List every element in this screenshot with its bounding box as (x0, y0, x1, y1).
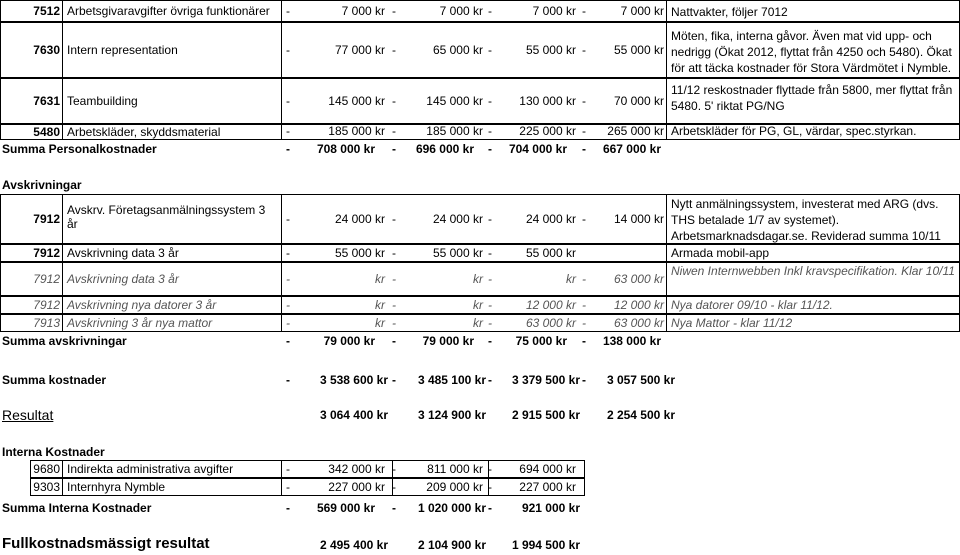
value-dash: - (286, 501, 290, 515)
value-dash: - (488, 462, 492, 476)
value-dash: - (286, 124, 290, 138)
total-label: Summa kostnader (2, 373, 107, 387)
value-cell: kr (473, 316, 483, 330)
column-divider (281, 22, 282, 78)
value-cell: 12 000 kr (613, 298, 664, 312)
note: 11/12 reskostnader flyttade från 5800, mer flyttat från 5480. 5' riktat PG/NG (671, 83, 953, 113)
value-dash: - (392, 43, 396, 57)
column-divider (62, 296, 63, 314)
value-dash: - (488, 4, 492, 18)
account-name: Avskrivning data 3 år (67, 272, 179, 286)
note: Arbetskläder för PG, GL, värdar, spec.styrkan. (671, 124, 917, 138)
value-cell: 138 000 kr (602, 334, 661, 348)
value-dash: - (488, 142, 492, 156)
value-cell: 7 000 kr (341, 4, 385, 18)
value-cell: 2 104 900 kr (417, 538, 486, 552)
value-cell: 63 000 kr (613, 272, 664, 286)
value-dash: - (488, 94, 492, 108)
value-dash: - (392, 373, 396, 387)
value-cell: 3 379 500 kr (511, 373, 580, 387)
value-dash: - (488, 373, 492, 387)
value-dash: - (488, 43, 492, 57)
value-dash: - (286, 246, 290, 260)
value-dash: - (286, 142, 290, 156)
value-cell: 185 000 kr (328, 124, 385, 138)
column-divider (62, 314, 63, 332)
column-divider (281, 478, 282, 496)
column-divider (666, 194, 667, 244)
column-divider (62, 22, 63, 78)
column-divider (62, 262, 63, 296)
value-dash: - (286, 272, 290, 286)
note: Möten, fika, interna gåvor. Även mat vid upp- och nedrigg (Ökat 2012, flyttat från 4250 och 5480). Ökat för att täcka kostnader för Stora Värdmötet i Nymble. (671, 29, 952, 75)
value-cell: 227 000 kr (328, 480, 385, 494)
final-result-label: Fullkostnadsmässigt resultat (2, 535, 210, 552)
column-divider (62, 460, 63, 478)
account-name: Avskrivning nya datorer 3 år (67, 298, 217, 312)
value-dash: - (392, 4, 396, 18)
note: Nya Mattor - klar 11/12 (671, 316, 793, 330)
value-cell: 3 538 600 kr (319, 373, 388, 387)
value-cell: 79 000 kr (422, 334, 474, 348)
note: Armada mobil-app (671, 246, 770, 260)
value-dash: - (392, 334, 396, 348)
value-cell: 694 000 kr (519, 462, 576, 476)
note: Niwen Internwebben Inkl kravspecifikation. Klar 10/11 (671, 264, 955, 278)
column-divider (666, 262, 667, 296)
account-code: 9303 (33, 480, 60, 494)
subtotal-label: Summa avskrivningar (2, 334, 127, 348)
value-dash: - (488, 124, 492, 138)
subtotal-label: Summa Interna Kostnader (2, 501, 152, 515)
value-dash: - (392, 272, 396, 286)
value-dash: - (582, 94, 586, 108)
account-code: 7913 (33, 316, 60, 330)
value-cell: 2 495 400 kr (319, 538, 388, 552)
section-title: Interna Kostnader (2, 445, 105, 459)
value-dash: - (582, 272, 586, 286)
value-cell: 77 000 kr (334, 43, 385, 57)
column-divider (281, 460, 282, 478)
value-dash: - (286, 462, 290, 476)
value-cell: 1 994 500 kr (511, 538, 580, 552)
value-dash: - (582, 43, 586, 57)
value-dash: - (582, 298, 586, 312)
column-divider (281, 194, 282, 244)
value-cell: 7 000 kr (620, 4, 664, 18)
column-divider (666, 314, 667, 332)
value-cell: 667 000 kr (602, 142, 661, 156)
column-divider (62, 194, 63, 244)
account-code: 7912 (33, 212, 60, 226)
value-cell: 55 000 kr (525, 43, 576, 57)
value-cell: 2 254 500 kr (606, 408, 675, 422)
value-dash: - (286, 4, 290, 18)
value-dash: - (488, 480, 492, 494)
value-dash: - (392, 124, 396, 138)
value-cell: 130 000 kr (519, 94, 576, 108)
account-code: 9680 (33, 462, 60, 476)
note: Nya datorer 09/10 - klar 11/12. (671, 298, 833, 312)
value-cell: 209 000 kr (426, 480, 483, 494)
account-name: Avskrv. Företagsanmälningssystem 3 år (67, 203, 266, 231)
value-dash: - (488, 246, 492, 260)
account-code: 7631 (33, 94, 60, 108)
value-cell: 24 000 kr (432, 212, 483, 226)
column-divider (281, 244, 282, 262)
value-dash: - (392, 480, 396, 494)
account-name: Indirekta administrativa avgifter (67, 462, 234, 476)
column-divider (666, 124, 667, 140)
value-cell: 3 057 500 kr (606, 373, 675, 387)
value-cell: 265 000 kr (607, 124, 664, 138)
value-dash: - (392, 212, 396, 226)
value-cell: kr (566, 272, 576, 286)
column-divider (666, 78, 667, 124)
value-cell: 12 000 kr (525, 298, 576, 312)
value-cell: 227 000 kr (519, 480, 576, 494)
column-divider (666, 22, 667, 78)
account-name: Arbetsgivaravgifter övriga funktionärer (67, 4, 270, 18)
value-dash: - (488, 298, 492, 312)
value-cell: 704 000 kr (508, 142, 567, 156)
value-cell: 63 000 kr (613, 316, 664, 330)
value-cell: 145 000 kr (328, 94, 385, 108)
value-cell: 3 485 100 kr (417, 373, 486, 387)
column-divider (666, 296, 667, 314)
value-dash: - (392, 142, 396, 156)
value-dash: - (488, 212, 492, 226)
column-divider (62, 124, 63, 140)
value-dash: - (286, 43, 290, 57)
value-cell: 3 124 900 kr (417, 408, 486, 422)
value-dash: - (488, 501, 492, 515)
value-cell: 63 000 kr (525, 316, 576, 330)
column-divider (281, 0, 282, 22)
column-divider (62, 0, 63, 22)
value-dash: - (286, 298, 290, 312)
value-dash: - (488, 272, 492, 286)
account-code: 7630 (33, 43, 60, 57)
account-code: 7912 (33, 246, 60, 260)
value-cell: 79 000 kr (323, 334, 375, 348)
value-cell: 708 000 kr (316, 142, 375, 156)
column-divider (62, 478, 63, 496)
value-cell: 70 000 kr (613, 94, 664, 108)
column-divider (281, 124, 282, 140)
value-cell: 55 000 kr (613, 43, 664, 57)
column-divider (281, 262, 282, 296)
value-cell: 55 000 kr (525, 246, 576, 260)
note: Nattvakter, följer 7012 (671, 5, 788, 19)
account-name: Arbetskläder, skyddsmaterial (67, 125, 221, 139)
value-cell: kr (473, 298, 483, 312)
value-dash: - (582, 212, 586, 226)
value-cell: 55 000 kr (334, 246, 385, 260)
value-cell: 65 000 kr (432, 43, 483, 57)
column-divider (281, 314, 282, 332)
column-divider (281, 296, 282, 314)
value-cell: 185 000 kr (426, 124, 483, 138)
value-cell: 24 000 kr (334, 212, 385, 226)
value-dash: - (392, 246, 396, 260)
value-cell: 7 000 kr (532, 4, 576, 18)
value-dash: - (286, 334, 290, 348)
note: Nytt anmälningssystem, investerat med ARG (dvs. THS betalade 1/7 av systemet). Arbetsmarknadsdagar.se. Reviderad summa 10/11 (671, 197, 941, 243)
value-dash: - (286, 373, 290, 387)
value-dash: - (488, 334, 492, 348)
value-dash: - (582, 124, 586, 138)
value-cell: 24 000 kr (525, 212, 576, 226)
subtotal-label: Summa Personalkostnader (2, 142, 157, 156)
value-cell: 3 064 400 kr (319, 408, 388, 422)
value-dash: - (286, 94, 290, 108)
account-name: Avskrivning 3 år nya mattor (67, 316, 213, 330)
account-name: Intern representation (67, 43, 178, 57)
value-dash: - (392, 316, 396, 330)
value-dash: - (582, 142, 586, 156)
value-cell: 2 915 500 kr (511, 408, 580, 422)
value-dash: - (582, 316, 586, 330)
value-cell: 75 000 kr (515, 334, 567, 348)
column-divider (62, 78, 63, 124)
value-cell: 55 000 kr (432, 246, 483, 260)
value-cell: 1 020 000 kr (417, 501, 486, 515)
column-divider (62, 244, 63, 262)
value-cell: 921 000 kr (521, 501, 580, 515)
value-dash: - (392, 298, 396, 312)
value-cell: 145 000 kr (426, 94, 483, 108)
value-cell: kr (473, 272, 483, 286)
column-divider (666, 244, 667, 262)
value-cell: 342 000 kr (328, 462, 385, 476)
result-label: Resultat (2, 407, 54, 423)
account-code: 7912 (33, 272, 60, 286)
value-dash: - (582, 4, 586, 18)
value-cell: 569 000 kr (316, 501, 375, 515)
value-cell: 7 000 kr (439, 4, 483, 18)
account-name: Internhyra Nymble (67, 480, 166, 494)
account-name: Teambuilding (67, 94, 138, 108)
value-cell: 696 000 kr (415, 142, 474, 156)
value-cell: 14 000 kr (613, 212, 664, 226)
column-divider (281, 78, 282, 124)
value-dash: - (582, 373, 586, 387)
value-dash: - (582, 334, 586, 348)
value-cell: kr (375, 298, 385, 312)
account-code: 7912 (33, 298, 60, 312)
value-cell: kr (375, 272, 385, 286)
section-title: Avskrivningar (2, 178, 82, 192)
value-dash: - (392, 462, 396, 476)
value-dash: - (286, 480, 290, 494)
value-dash: - (286, 316, 290, 330)
account-code: 7512 (33, 4, 60, 18)
value-cell: kr (375, 316, 385, 330)
column-divider (666, 0, 667, 22)
account-code: 5480 (33, 125, 60, 139)
value-dash: - (488, 316, 492, 330)
value-dash: - (286, 212, 290, 226)
account-name: Avskrivning data 3 år (67, 246, 179, 260)
value-dash: - (392, 94, 396, 108)
value-cell: 811 000 kr (427, 462, 483, 476)
value-dash: - (392, 501, 396, 515)
value-cell: 225 000 kr (519, 124, 576, 138)
